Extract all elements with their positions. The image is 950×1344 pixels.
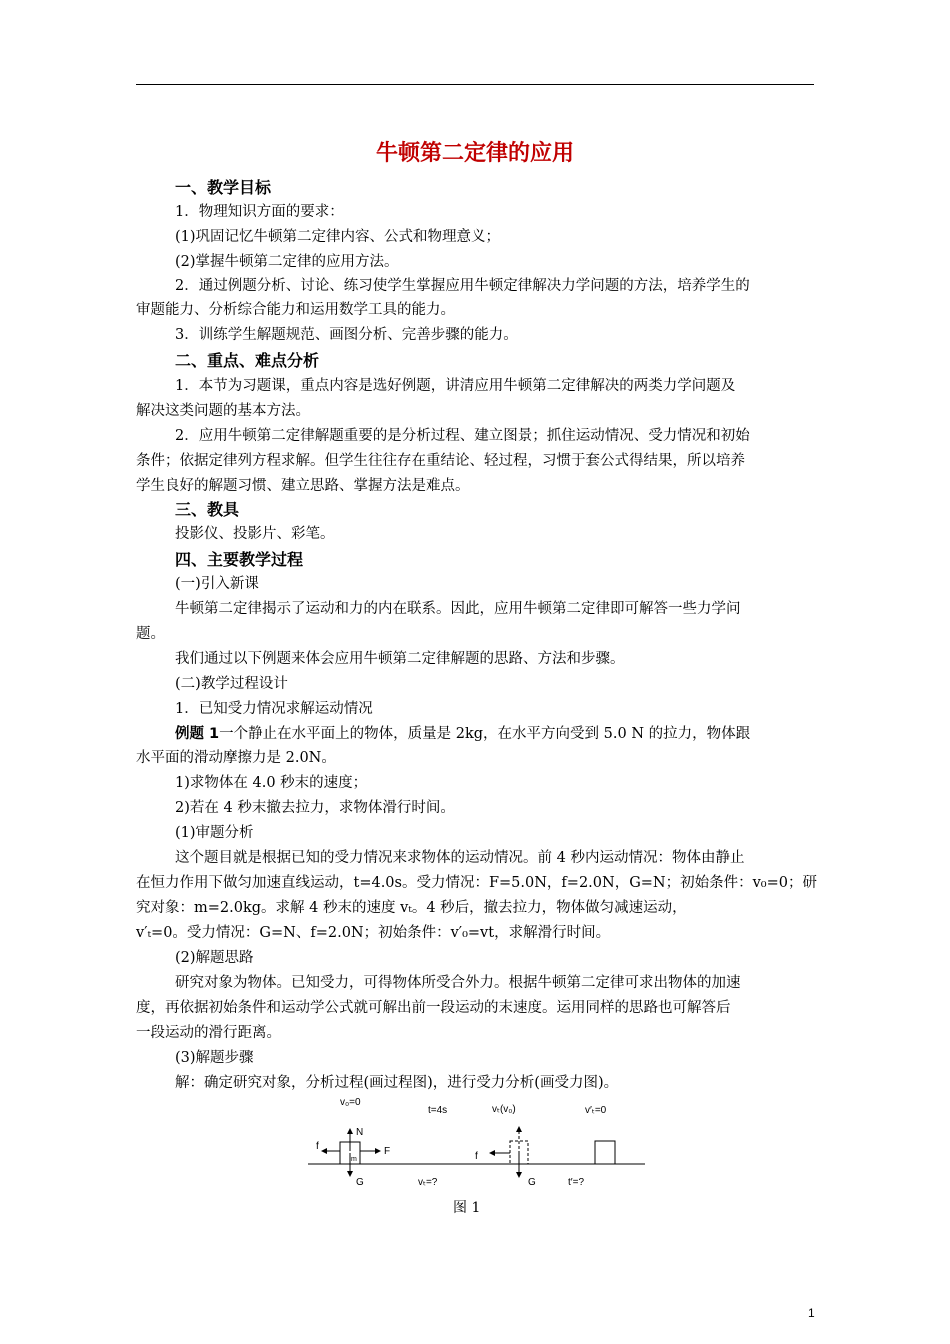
label-vt-prime: v′ₜ=0 xyxy=(585,1105,607,1116)
label-F: F xyxy=(384,1146,391,1157)
section-heading-objectives: 一、教学目标 xyxy=(175,178,272,197)
example-label: 例题 1 xyxy=(175,726,220,742)
text-line: (2)解题思路 xyxy=(175,950,254,966)
text-line: 这个题目就是根据已知的受力情况来求物体的运动情况。前 4 秒内运动情况：物体由静止 xyxy=(175,850,745,866)
text-line: 审题能力、分析综合能力和运用数学工具的能力。 xyxy=(136,302,455,318)
label-m: m xyxy=(351,1156,357,1163)
figure-caption: 图 1 xyxy=(453,1200,481,1216)
label-G-2: G xyxy=(528,1177,536,1188)
text-line: 一段运动的滑行距离。 xyxy=(136,1025,281,1041)
text-line: 水平面的滑动摩擦力是 2.0N。 xyxy=(136,750,336,766)
example-text: 一个静止在水平面上的物体，质量是 2kg，在水平方向受到 5.0 N 的拉力，物体跟 xyxy=(219,726,751,742)
label-f-2: f xyxy=(475,1151,478,1162)
label-f-1: f xyxy=(316,1141,319,1152)
page-number: 1 xyxy=(808,1306,815,1320)
page-title: 牛顿第二定律的应用 xyxy=(375,141,574,166)
text-line: 牛顿第二定律揭示了运动和力的内在联系。因此，应用牛顿第二定律即可解答一些力学问 xyxy=(175,601,741,617)
label-N: N xyxy=(356,1127,364,1138)
header-rule xyxy=(136,84,814,85)
text-line: 解：确定研究对象，分析过程(画过程图)，进行受力分析(画受力图)。 xyxy=(175,1075,619,1091)
text-line: (3)解题步骤 xyxy=(175,1050,254,1066)
text-line: (一)引入新课 xyxy=(175,576,259,592)
text-line: 我们通过以下例题来体会应用牛顿第二定律解题的思路、方法和步骤。 xyxy=(175,651,625,667)
text-line: (二)教学过程设计 xyxy=(175,676,288,692)
block-end xyxy=(595,1141,615,1164)
section-heading-process: 四、主要教学过程 xyxy=(175,550,304,569)
text-line: 1．已知受力情况求解运动情况 xyxy=(175,701,373,717)
text-line: 1．物理知识方面的要求： xyxy=(175,204,344,220)
force-diagram xyxy=(300,1093,650,1193)
text-line: 3．训练学生解题规范、画图分析、完善步骤的能力。 xyxy=(175,327,518,343)
text-line: 1．本节为习题课，重点内容是选好例题，讲清应用牛顿第二定律解决的两类力学问题及 xyxy=(175,378,736,394)
text-line: 研究对象为物体。已知受力，可得物体所受合外力。根据牛顿第二定律可求出物体的加速 xyxy=(175,975,741,991)
text-line: 2)若在 4 秒末撤去拉力，求物体滑行时间。 xyxy=(175,800,455,816)
text-line: 度，再依据初始条件和运动学公式就可解出前一段运动的末速度。运用同样的思路也可解答后 xyxy=(136,1000,731,1016)
label-G-1: G xyxy=(356,1177,364,1188)
label-v0: v₀=0 xyxy=(340,1097,361,1108)
label-vt-v0: vₜ(v₀) xyxy=(492,1104,516,1115)
text-line: v′ₜ=0。受力情况：G=N、f=2.0N；初始条件：v′₀=vt，求解滑行时间。 xyxy=(136,925,611,941)
text-line: 在恒力作用下做匀加速直线运动，t=4.0s。受力情况：F=5.0N，f=2.0N，G=N；初始条件：v₀=0；研 xyxy=(136,875,817,891)
text-line: (2)掌握牛顿第二定律的应用方法。 xyxy=(175,254,399,270)
text-line: 解决这类问题的基本方法。 xyxy=(136,403,310,419)
text-line: 学生良好的解题习惯、建立思路、掌握方法是难点。 xyxy=(136,478,470,494)
text-line: 2．通过例题分析、讨论、练习使学生掌握应用牛顿定律解决力学问题的方法，培养学生的 xyxy=(175,278,750,294)
text-line: 投影仪、投影片、彩笔。 xyxy=(175,526,335,542)
section-heading-tools: 三、教具 xyxy=(175,500,240,519)
label-vt-unknown: vₜ=? xyxy=(418,1177,438,1188)
label-t-prime-unknown: t′=? xyxy=(568,1177,585,1188)
text-line: 条件；依据定律列方程求解。但学生往往存在重结论、轻过程，习惯于套公式得结果，所以培养 xyxy=(136,453,745,469)
text-line: 2．应用牛顿第二定律解题重要的是分析过程、建立图景；抓住运动情况、受力情况和初始 xyxy=(175,428,750,444)
label-t4: t=4s xyxy=(428,1105,448,1116)
text-line: 题。 xyxy=(136,626,165,642)
text-line: (1)巩固记忆牛顿第二定律内容、公式和物理意义； xyxy=(175,229,501,245)
text-line: 1)求物体在 4.0 秒末的速度； xyxy=(175,775,368,791)
section-heading-key-points: 二、重点、难点分析 xyxy=(175,351,320,370)
example-line xyxy=(175,724,750,744)
text-line: (1)审题分析 xyxy=(175,825,254,841)
text-line: 究对象：m=2.0kg。求解 4 秒末的速度 vₜ。4 秒后，撤去拉力，物体做匀减速运动， xyxy=(136,900,687,916)
